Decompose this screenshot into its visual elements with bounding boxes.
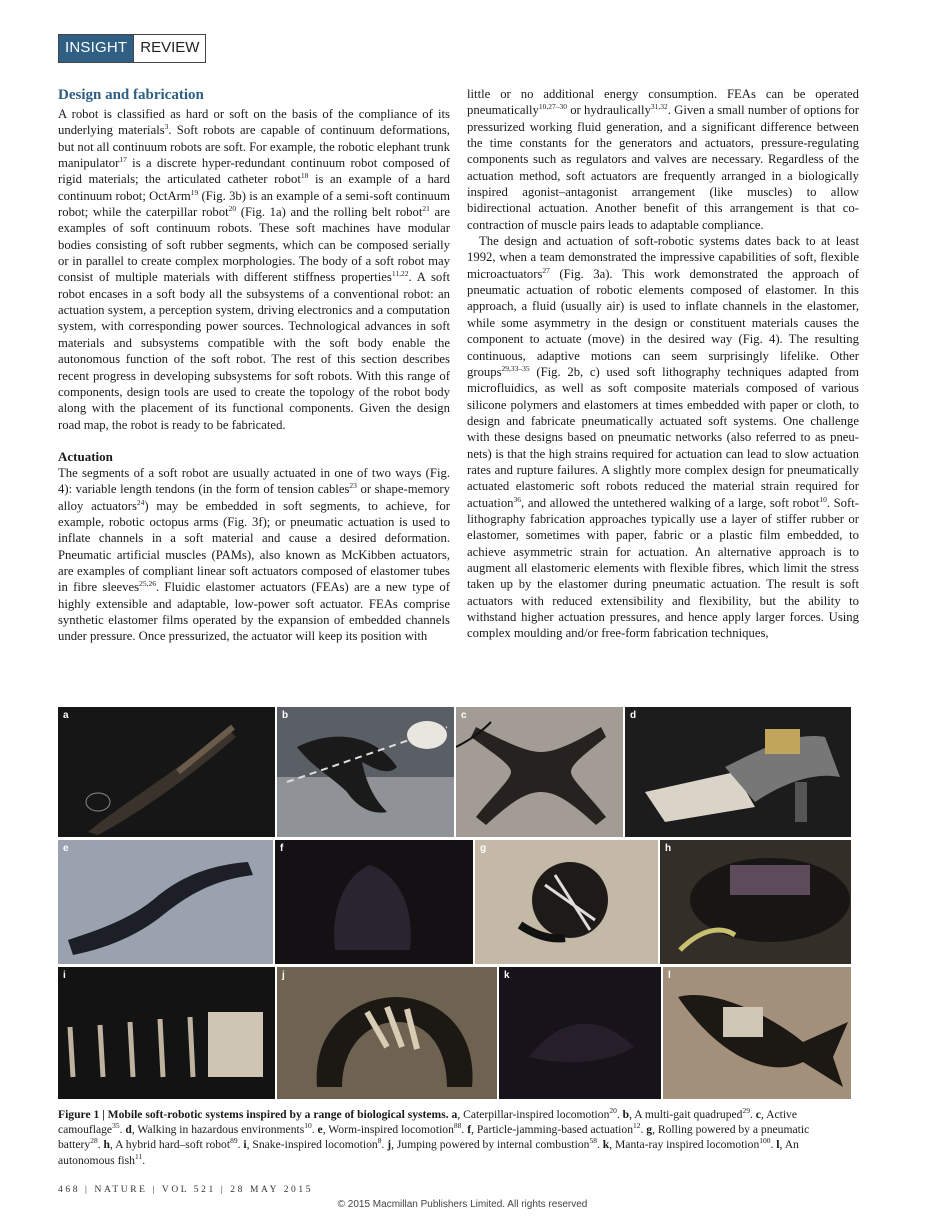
panel-l-fish xyxy=(663,967,851,1099)
rolling-image xyxy=(475,840,658,964)
citation-ref: 89 xyxy=(230,1136,238,1146)
quadruped-image xyxy=(277,707,454,837)
article-type-label: REVIEW xyxy=(133,35,205,62)
section-badge xyxy=(58,34,206,63)
jamming-image xyxy=(275,840,473,964)
text-run: , Caterpillar-inspired locomotion xyxy=(457,1108,610,1121)
citation-ref: 35 xyxy=(112,1121,120,1131)
citation-ref: 88 xyxy=(453,1121,462,1131)
citation-ref: 25,26 xyxy=(139,579,156,589)
bold-run: e xyxy=(317,1123,323,1137)
text-run: is a discrete hyper-redundant continuum robot composed of rigid materials; the articulated catheter robot xyxy=(58,156,450,187)
panel-label: f xyxy=(280,843,284,854)
text-run: . A soft robot encases in a soft body all the subsystems of a conventional robot: an actuation system, a perception system, driving electronics and a computation system, with corresponding power sources. Technological advances in soft materials and subsystems compatible with the soft body enable the autonomous function of the soft robot. The rest of this section describes recent progress in developing subsystems for soft robots. With this range of components, design tools are used to create the topology of the robot body along with the placement of its functional components. Given the design road map, the robot is ready to be fabricated. xyxy=(58,270,450,432)
right-column xyxy=(467,86,859,642)
citation-ref: 20 xyxy=(228,203,237,213)
bold-run: d xyxy=(125,1123,132,1137)
text-run: , A multi-gait quadruped xyxy=(629,1108,743,1121)
paragraph-fea xyxy=(467,86,859,233)
text-run: or hydraulically xyxy=(567,103,651,118)
citation-ref: 19 xyxy=(190,187,199,197)
text-run: (Fig. 3a). This work demonstrated the approach of pneumatic actuation of robotic elements composed of elastomer. In this approach, a fluid (usually air) is used to inflate channels in the elastomer, while some asymmetry in the design or constituent materials causes the component to actuate (move) in the desired way (Fig. 4). The resulting continuous, adaptive motions can seem surprisingly lifelike. Other groups xyxy=(467,266,859,379)
text-run: , Snake-inspired locomotion xyxy=(246,1138,378,1152)
citation-ref: 12 xyxy=(633,1121,641,1131)
panel-label: j xyxy=(282,970,285,981)
text-run: . xyxy=(616,1108,623,1121)
text-run: or shape-memory alloy actuators xyxy=(58,482,450,513)
panel-k-manta xyxy=(499,967,661,1099)
text-run: is an example of a hard continuum robot; OctArm xyxy=(58,172,450,203)
citation-ref: 100 xyxy=(759,1136,771,1146)
text-run: (Fig. 3b) is an example of a semi-soft continuum robot; while the caterpillar robot xyxy=(58,188,450,220)
section-label: INSIGHT xyxy=(59,35,133,62)
text-run: The segments of a soft robot are usually actuated in one of two ways (Fig. 4): variable length tendons (in the form of tension cables xyxy=(58,465,450,497)
text-run: . xyxy=(97,1138,104,1152)
panel-a-caterpillar xyxy=(58,707,275,837)
panel-e-worm xyxy=(58,840,273,964)
bold-run: Figure 1 | Mobile soft-robotic systems inspired by a range of biological systems. xyxy=(58,1108,449,1121)
citation-ref: 27 xyxy=(542,265,550,275)
citation-ref: 23 xyxy=(349,480,357,490)
bold-run: a xyxy=(451,1108,458,1121)
panel-h-hybrid xyxy=(660,840,851,964)
panel-d-hazardous xyxy=(625,707,851,837)
figure-1 xyxy=(58,707,851,1099)
snake-image xyxy=(58,967,275,1099)
panel-i-snake xyxy=(58,967,275,1099)
citation-ref: 18 xyxy=(300,171,309,181)
panel-c-camouflage xyxy=(456,707,623,837)
panel-label: b xyxy=(282,710,289,721)
citation-ref: 17 xyxy=(119,154,127,164)
citation-ref: 10,27–30 xyxy=(538,102,567,112)
text-run: , Walking in hazardous environments xyxy=(131,1123,305,1137)
panel-label: i xyxy=(63,970,66,981)
left-column xyxy=(58,86,450,645)
text-run: are examples of soft continuum robots. These soft machines have modular bodies consisting of soft rubber segments, which can be composed serially or in parallel to create complex morphologies. The body of a soft robot may consist of multiple materials with different stiffness properties xyxy=(58,205,450,285)
hybrid-image xyxy=(660,840,851,964)
text-run: . xyxy=(461,1123,468,1137)
paragraph-history xyxy=(467,233,859,642)
text-run: , Manta-ray inspired locomotion xyxy=(609,1138,760,1152)
text-run: A robot is classified as hard or soft on the basis of the compliance of its underlying materials xyxy=(58,107,450,138)
panel-f-jamming xyxy=(275,840,473,964)
citation-ref: 21 xyxy=(422,203,430,213)
text-run: . xyxy=(119,1123,126,1137)
citation-ref: 29,33–35 xyxy=(501,363,530,373)
citation-ref: 36 xyxy=(513,494,522,504)
text-run: . xyxy=(381,1138,388,1152)
panel-b-quadruped xyxy=(277,707,454,837)
panel-label: a xyxy=(63,710,69,721)
caterpillar-image xyxy=(58,707,275,837)
citation-ref: 31,32 xyxy=(650,102,668,112)
bold-run: g xyxy=(646,1123,653,1137)
citation-ref: 20 xyxy=(609,1106,617,1116)
panel-label: k xyxy=(504,970,510,981)
bold-run: c xyxy=(755,1108,761,1121)
text-run: , Particle-jamming-based actuation xyxy=(471,1123,633,1137)
citation-ref: 8 xyxy=(377,1136,382,1146)
fish-image xyxy=(663,967,851,1099)
text-run: . Soft-lithography fabrication approaches typically use a layer of stiffer rubber or elastomer, sometimes with paper, fabric or a plastic film embedded, to achieve asymmetric strain for actuation. An alternative approach is to augment all elastomeric elements with flexible fibres, which limit the stress taken up by the elastomer during pneumatic actuation. The result is soft actuators with reduced extensibility and flexibility, but the ability to withstand higher actuation pressures, and hence apply larger forces. Using complex moulding and/or free-form fabrication techniques, xyxy=(467,495,859,641)
panel-label: g xyxy=(480,843,487,854)
hazardous-image xyxy=(625,707,851,837)
panel-label: l xyxy=(668,970,671,981)
page-footer: 468 | NATURE | VOL 521 | 28 MAY 2015 xyxy=(58,1185,314,1195)
text-run: . Soft robots are capable of continuum deformations, but not all continuum robots are soft. For example, the robotic elephant trunk manipulator xyxy=(58,123,450,171)
bold-run: j xyxy=(387,1138,392,1152)
heading-actuation: Actuation xyxy=(58,448,113,464)
citation-ref: 29 xyxy=(742,1106,750,1116)
text-run: little or no additional energy consumption. FEAs can be operated pneumatically xyxy=(467,87,859,118)
paragraph-actuation xyxy=(58,465,450,645)
citation-ref: 28 xyxy=(90,1136,98,1146)
text-run: . xyxy=(237,1138,244,1152)
text-run: , Rolling powered by a pneumatic battery xyxy=(58,1123,810,1152)
citation-ref: 11 xyxy=(134,1151,143,1161)
bold-run: i xyxy=(243,1138,247,1152)
text-run: ) may be embedded in soft segments, to achieve, for example, robotic octopus arms (Fig. 3f); or pneumatic actuation is used to inflate channels in a soft material and cause a desired deformation. Pneumatic artificial muscles (PAMs), also known as McKibben actuators, are examples of compliant linear soft actuators composed of elastomer tubes in fibre sleeves xyxy=(58,498,451,595)
text-run: . xyxy=(640,1123,647,1137)
panel-label: h xyxy=(665,843,672,854)
citation-ref: 3 xyxy=(164,122,169,132)
text-run: . xyxy=(596,1138,603,1152)
text-run: , A hybrid hard–soft robot xyxy=(109,1138,231,1152)
text-run: . xyxy=(770,1138,777,1152)
text-run: , Active camouflage xyxy=(58,1108,797,1137)
heading-design-fabrication: Design and fabrication xyxy=(58,87,204,103)
panel-g-rolling xyxy=(475,840,658,964)
worm-image xyxy=(58,840,273,964)
panel-label: e xyxy=(63,843,69,854)
panel-j-jumping xyxy=(277,967,497,1099)
citation-ref: 10 xyxy=(819,494,827,504)
citation-ref: 10 xyxy=(304,1121,312,1131)
manta-image xyxy=(499,967,661,1099)
text-run: , An autonomous fish xyxy=(58,1138,799,1167)
text-run: . Given a small number of options for pressurized working fluid generation, and a significant difference between the time constants for the generators and actuators, pressure-regulating components such as regulators and valves are necessary. Regardless of the actuation method, soft actuators are frequently arranged in a biologically inspired agonist–antagonist arrangement (like muscles) to allow bidirectional actuation. Another benefit of this arrangement is that co-contraction of muscle pairs leads to adaptable compliance. xyxy=(467,103,859,232)
text-run: . xyxy=(311,1123,318,1137)
figure-caption xyxy=(58,1107,851,1168)
bold-run: k xyxy=(602,1138,610,1152)
text-run: . xyxy=(749,1108,756,1121)
panel-label: c xyxy=(461,710,467,721)
text-run: . xyxy=(142,1153,146,1167)
paragraph-classification xyxy=(58,106,450,433)
text-run: , and allowed the untethered walking of a large, soft robot xyxy=(521,495,820,510)
jumping-image xyxy=(277,967,497,1099)
copyright-notice: © 2015 Macmillan Publishers Limited. All rights reserved xyxy=(337,1199,588,1210)
text-run: The design and actuation of soft-robotic systems dates back to at least 1992, when a team demonstrated the impressive capabilities of soft, flexible microactuators xyxy=(467,234,859,281)
panel-label: d xyxy=(630,710,637,721)
camouflage-image xyxy=(456,707,623,837)
bold-run: l xyxy=(776,1138,780,1152)
text-run: . Fluidic elastomer actuators (FEAs) are a new type of highly extensible and adaptable, low-power soft actuator. FEAs comprise synthetic elastomer films operated by the expansion of embedded channels under pressure. Once pressurized, the actuator will keep its position with xyxy=(58,580,450,644)
text-run: , Worm-inspired locomotion xyxy=(322,1123,454,1137)
text-run: , Jumping powered by internal combustion xyxy=(391,1138,590,1152)
text-run: (Fig. 1a) and the rolling belt robot xyxy=(236,205,423,220)
citation-ref: 58 xyxy=(589,1136,597,1146)
bold-run: f xyxy=(467,1123,472,1137)
text-run: (Fig. 2b, c) used soft lithography techniques adapted from microfluidics, as well as soft composite materials composed of various silicone polymers and elastomers at times embedded with paper or cloth, to design and fabricate pneumatically actuated soft systems. One challenge with these designs based on pneumatic networks (also referred to as pneu-nets) is that the high strains required for actuation can lead to slow actuation rates and rupture failures. A slightly more complex design for pneumatically actuated elastomeric soft robots reduced the material strain required for actuation xyxy=(467,364,859,510)
citation-ref: 24 xyxy=(136,497,145,507)
bold-run: b xyxy=(622,1108,630,1121)
bold-run: h xyxy=(103,1138,110,1152)
citation-ref: 11,22 xyxy=(391,269,409,279)
